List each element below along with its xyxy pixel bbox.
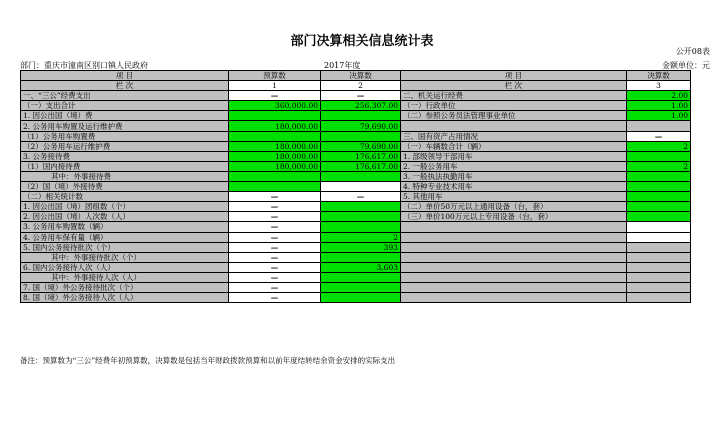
- row-right-value[interactable]: 1.00: [627, 111, 691, 121]
- row-budget: —: [229, 282, 321, 292]
- row-right-label: （一）行政单位: [401, 101, 627, 111]
- col-header-item: 项 目: [21, 71, 229, 81]
- row-label-right: 栏 次: [401, 81, 627, 91]
- row-left-label: 3. 公务用车购置数（辆）: [21, 222, 229, 232]
- col-index-3: 3: [627, 81, 691, 91]
- row-right-label: [401, 293, 627, 303]
- row-right-label: 1. 部级领导干部用车: [401, 151, 627, 161]
- table-row: [21, 171, 691, 181]
- row-budget[interactable]: 180,000.00: [229, 141, 321, 151]
- row-right-label: [401, 222, 627, 232]
- unit-label: 金额单位：元: [662, 61, 710, 70]
- row-left-label: 3. 公务接待费: [21, 151, 229, 161]
- row-budget: —: [229, 293, 321, 303]
- row-left-label: 2. 公务用车购置及运行维护费: [21, 121, 229, 131]
- row-left-label: （二）相关统计数: [21, 192, 229, 202]
- row-budget: —: [229, 272, 321, 282]
- row-right-value[interactable]: [627, 202, 691, 212]
- row-right-label: [401, 262, 627, 272]
- row-right-value: [627, 252, 691, 262]
- col-header-final: 决算数: [321, 71, 401, 81]
- row-final[interactable]: [321, 252, 401, 262]
- row-right-value: [627, 293, 691, 303]
- row-left-label: 其中：外事接待费: [21, 171, 229, 181]
- row-final[interactable]: [321, 202, 401, 212]
- row-budget: —: [229, 262, 321, 272]
- row-final[interactable]: 79,690.00: [321, 121, 401, 131]
- row-left-label: 5. 国内公务接待批次（个）: [21, 242, 229, 252]
- row-final[interactable]: [321, 212, 401, 222]
- row-label: 栏 次: [21, 81, 229, 91]
- row-left-label: 其中：外事接待批次（个）: [21, 252, 229, 262]
- row-right-value[interactable]: 2: [627, 161, 691, 171]
- row-left-label: 7. 国（境）外公务接待批次（个）: [21, 282, 229, 292]
- row-budget: —: [229, 232, 321, 242]
- row-right-value[interactable]: [627, 192, 691, 202]
- row-left-label: 6. 国内公务接待人次（人）: [21, 262, 229, 272]
- row-left-label: （一）支出合计: [21, 101, 229, 111]
- table-column-index-row: [21, 81, 691, 91]
- table-row: [21, 161, 691, 171]
- statistics-table: [20, 70, 691, 303]
- row-left-label: 2. 因公出国（境）人次数（人）: [21, 212, 229, 222]
- row-right-label: [401, 242, 627, 252]
- row-right-label: 2. 一般公务用车: [401, 161, 627, 171]
- table-row: [21, 182, 691, 192]
- row-final[interactable]: 2: [321, 232, 401, 242]
- row-right-label: [401, 272, 627, 282]
- table-row: [21, 151, 691, 161]
- col-header-final-right: 决算数: [627, 71, 691, 81]
- row-budget: —: [229, 222, 321, 232]
- row-right-value: [627, 272, 691, 282]
- table-row: [21, 141, 691, 151]
- table-row: [21, 202, 691, 212]
- row-budget[interactable]: 180,000.00: [229, 121, 321, 131]
- row-right-label: 5. 其他用车: [401, 192, 627, 202]
- table-row: [21, 192, 691, 202]
- col-index-1: 1: [229, 81, 321, 91]
- row-right-value: [627, 282, 691, 292]
- row-final[interactable]: [321, 272, 401, 282]
- row-final[interactable]: [321, 282, 401, 292]
- row-final[interactable]: [321, 293, 401, 303]
- row-budget: —: [229, 242, 321, 252]
- row-final[interactable]: 393: [321, 242, 401, 252]
- row-right-label: [401, 121, 627, 131]
- year-label: 2017年度: [324, 61, 361, 70]
- table-row: [21, 222, 691, 232]
- row-right-label: 3. 一般执法执勤用车: [401, 171, 627, 181]
- row-right-value[interactable]: [627, 182, 691, 192]
- table-row: [21, 101, 691, 111]
- row-right-label: （一）车辆数合计（辆）: [401, 141, 627, 151]
- table-row: [21, 232, 691, 242]
- row-final[interactable]: 3,603: [321, 262, 401, 272]
- row-budget[interactable]: [229, 111, 321, 121]
- row-final[interactable]: 79,690.00: [321, 141, 401, 151]
- table-row: [21, 91, 691, 101]
- row-left-label: 8. 国（境）外公务接待人次（人）: [21, 293, 229, 303]
- col-index-2: 2: [321, 81, 401, 91]
- row-final[interactable]: [321, 222, 401, 232]
- row-left-label: （1）国内接待费: [21, 161, 229, 171]
- row-right-value: [627, 121, 691, 131]
- row-left-label: 1. 因公出国（境）费: [21, 111, 229, 121]
- row-right-value[interactable]: [627, 171, 691, 181]
- row-budget[interactable]: [229, 182, 321, 192]
- row-left-label: 4. 公务用车保有量（辆）: [21, 232, 229, 242]
- row-final: —: [321, 192, 401, 202]
- row-right-label: 二、机关运行经费: [401, 91, 627, 101]
- footnote: 备注：预算数为“三公”经费年初预算数，决算数是包括当年财政拨款预算和以前年度结转结余资金安排的实际支出: [20, 356, 396, 365]
- table-row: [21, 282, 691, 292]
- row-final[interactable]: 256,307.00: [321, 101, 401, 111]
- row-right-label: [401, 232, 627, 242]
- table-row: [21, 111, 691, 121]
- row-left-label: 一、“三公”经费支出: [21, 91, 229, 101]
- row-final: —: [321, 91, 401, 101]
- row-right-label: [401, 252, 627, 262]
- row-right-label: （三）单价100万元以上专用设备（台，套）: [401, 212, 627, 222]
- row-right-value: —: [627, 131, 691, 141]
- row-left-label: （2）公务用车运行维护费: [21, 141, 229, 151]
- row-left-label: （2）国（境）外接待费: [21, 182, 229, 192]
- row-final[interactable]: [321, 171, 401, 181]
- department-label: 部门：重庆市潼南区别口镇人民政府: [20, 61, 148, 70]
- row-right-label: 4. 特种专业技术用车: [401, 182, 627, 192]
- row-budget: —: [229, 192, 321, 202]
- row-left-label: 其中：外事接待人次（人）: [21, 272, 229, 282]
- row-left-label: （1）公务用车购置费: [21, 131, 229, 141]
- col-header-budget: 预算数: [229, 71, 321, 81]
- col-header-item-right: 项 目: [401, 71, 627, 81]
- row-right-label: [401, 282, 627, 292]
- table-row: [21, 212, 691, 222]
- row-right-value: [627, 262, 691, 272]
- table-row: [21, 272, 691, 282]
- row-budget[interactable]: 180,000.00: [229, 161, 321, 171]
- row-right-label: （二）单价50万元以上通用设备（台，套）: [401, 202, 627, 212]
- table-row: [21, 242, 691, 252]
- row-budget: —: [229, 212, 321, 222]
- page-title: 部门决算相关信息统计表: [290, 34, 434, 49]
- table-header-row: [21, 71, 691, 81]
- row-right-value[interactable]: 2: [627, 141, 691, 151]
- table-row: [21, 252, 691, 262]
- row-final[interactable]: 176,617.00: [321, 151, 401, 161]
- row-right-value[interactable]: [627, 212, 691, 222]
- row-right-value: [627, 222, 691, 232]
- row-budget[interactable]: 360,000.00: [229, 101, 321, 111]
- row-budget: —: [229, 252, 321, 262]
- row-budget[interactable]: [229, 171, 321, 181]
- table-code: 公开08表: [675, 47, 710, 56]
- row-final[interactable]: [321, 111, 401, 121]
- row-budget[interactable]: [229, 131, 321, 141]
- row-budget: —: [229, 91, 321, 101]
- row-final[interactable]: [321, 131, 401, 141]
- row-right-value[interactable]: 2.00: [627, 91, 691, 101]
- table-row: [21, 262, 691, 272]
- table-row: [21, 293, 691, 303]
- row-right-value[interactable]: 1.00: [627, 101, 691, 111]
- row-final[interactable]: [321, 182, 401, 192]
- row-budget[interactable]: 180,000.00: [229, 151, 321, 161]
- table-row: [21, 121, 691, 131]
- row-right-label: （二）参照公务员法管理事业单位: [401, 111, 627, 121]
- row-right-value: [627, 232, 691, 242]
- row-left-label: 1. 因公出国（境）团组数（个）: [21, 202, 229, 212]
- row-right-value: [627, 242, 691, 252]
- table-row: [21, 131, 691, 141]
- row-budget: —: [229, 202, 321, 212]
- row-final[interactable]: 176,617.00: [321, 161, 401, 171]
- row-right-value[interactable]: [627, 151, 691, 161]
- row-right-label: 三、国有资产占用情况: [401, 131, 627, 141]
